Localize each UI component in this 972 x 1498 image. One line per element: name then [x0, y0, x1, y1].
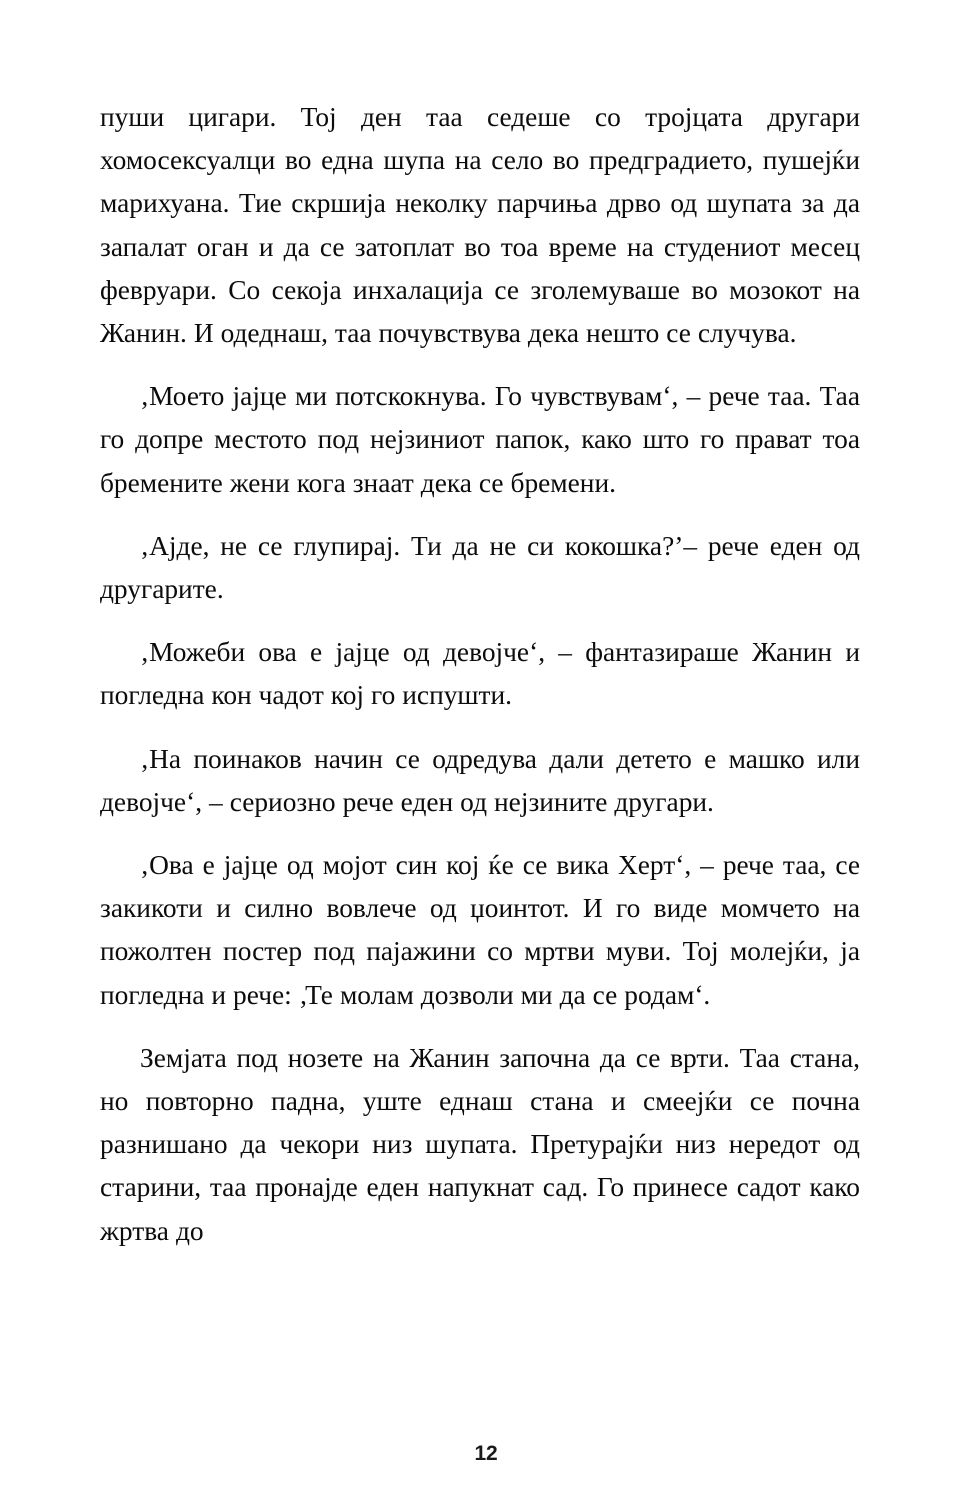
- page-number: 12: [474, 1442, 498, 1465]
- paragraph-continuation: пуши цигари. Тој ден таа седеше со тројцата другари хомосексуалци во една шупа на село во предградието, пушејќи марихуана. Тие скршија неколку парчиња дрво од шупата за да запалат оган и да се затоплат во тоа време на студениот месец февруари. Со секоја инхалација се зголемуваше во мозокот на Жанин. И одеднаш, таа почувствува дека нешто се случува.: [100, 102, 860, 349]
- page-text-block: [100, 96, 860, 1253]
- paragraph: Земјата под нозете на Жанин започна да се врти. Таа стана, но повторно падна, уште еднаш стана и смеејќи се почна разнишано да чекори низ шупата. Претурајќи низ нередот од старини, таа пронајде еден напукнат сад. Го принесе садот како жртва до: [100, 1042, 860, 1246]
- paragraph: ‚Ајде, не се глупирај. Ти да не си кокошка?’– рече еден од другарите.: [100, 530, 860, 605]
- paragraph: ‚Можеби ова е јајце од девојче‘, – фантазираше Жанин и погледна кон чадот кој го испушти.: [100, 637, 860, 711]
- paragraph: ‚Моето јајце ми потскокнува. Го чувствувам‘, – рече таа. Таа го допре местото под нејзиниот папок, како што го прават тоа бремените жени кога знаат дека се бремени.: [100, 381, 860, 498]
- paragraph: ‚Ова е јајце од мојот син кој ќе се вика Херт‘, – рече таа, се закикоти и силно вовлече од џоинтот. И го виде момчето на пожолтен постер под пајажини со мртви муви. Тој молејќи, ја погледна и рече: ‚Те молам дозволи ми да се родам‘.: [100, 850, 860, 1010]
- paragraph: ‚На поинаков начин се одредува дали детето е машко или девојче‘, – сериозно рече еден од нејзините другари.: [100, 743, 860, 817]
